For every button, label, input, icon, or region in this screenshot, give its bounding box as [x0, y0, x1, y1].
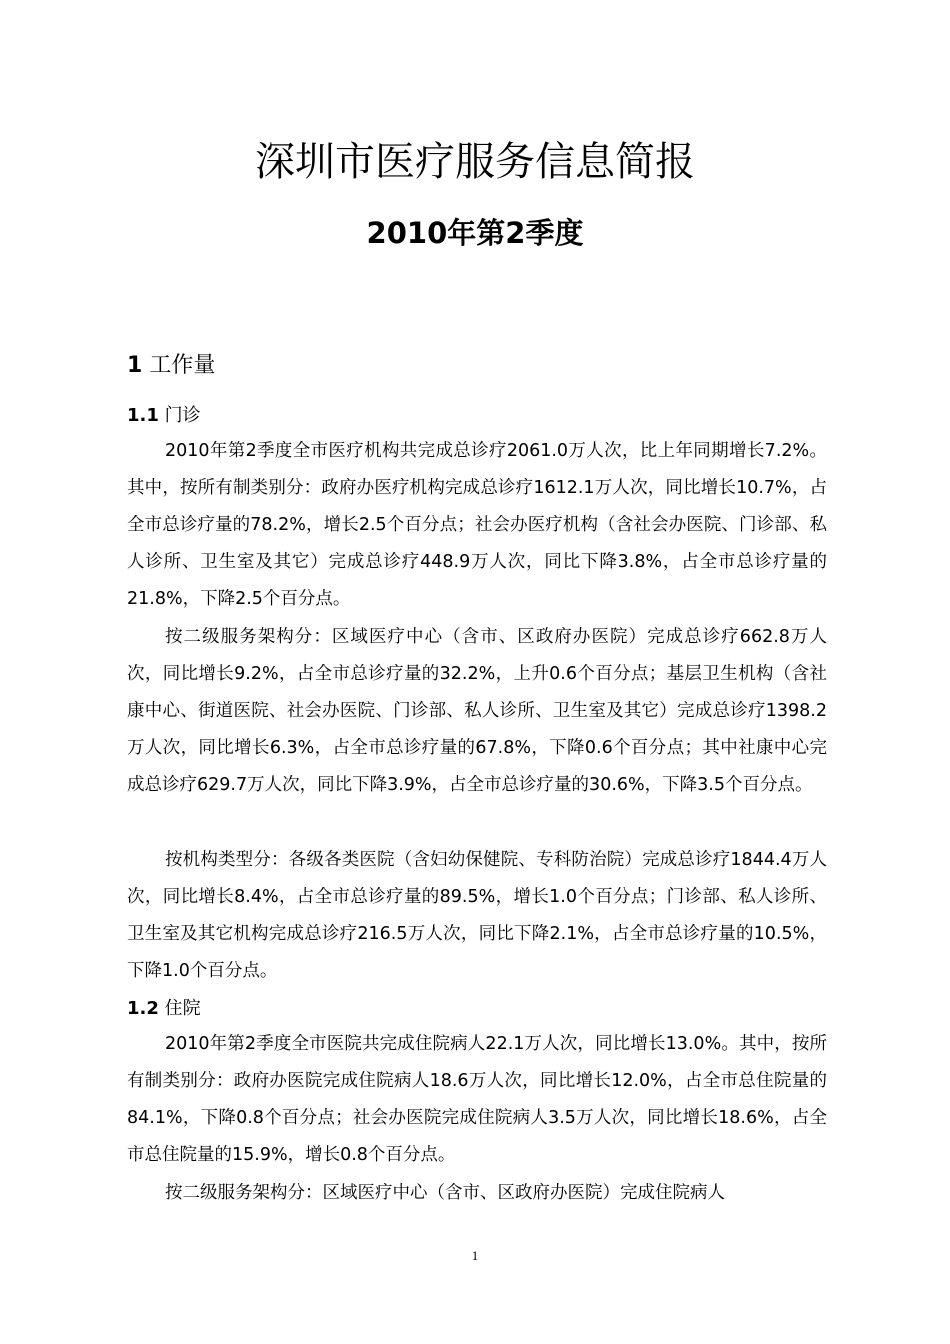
- paragraph-inpatient-ownership: 2010年第2季度全市医院共完成住院病人22.1万人次，同比增长13.0%。其中，按所有制类别分：政府办医院完成住院病人18.6万人次，同比增长12.0%，占全市总住院量的84.1%，下降0.8个百分点；社会办医院完成住院病人3.5万人次，同比增长18.6%，占全市总住院量的15.9%，增长0.8个百分点。: [127, 1034, 827, 1165]
- document-title: 深圳市医疗服务信息简报: [255, 139, 695, 185]
- paragraph-outpatient-type: 按机构类型分：各级各类医院（含妇幼保健院、专科防治院）完成总诊疗1844.4万人次，同比增长8.4%，占全市总诊疗量的89.5%，增长1.0个百分点；门诊部、私人诊所、卫生室及其它机构完成总诊疗216.5万人次，同比下降2.1%，占全市总诊疗量的10.5%，下降1.0个百分点。: [127, 850, 827, 981]
- subsection-title: 住院: [164, 998, 201, 1019]
- section-title: 工作量: [149, 353, 216, 378]
- subsection-number: 1.2: [127, 998, 159, 1019]
- page-number: 1: [471, 1248, 479, 1263]
- subsection-title: 门诊: [164, 405, 201, 426]
- section-number: 1: [127, 353, 143, 378]
- paragraph-outpatient-ownership: 2010年第2季度全市医疗机构共完成总诊疗2061.0万人次，比上年同期增长7.2%。其中，按所有制类别分：政府办医疗机构完成总诊疗1612.1万人次，同比增长10.7%，占全市总诊疗量的78.2%，增长2.5个百分点；社会办医疗机构（含社会办医院、门诊部、私人诊所、卫生室及其它）完成总诊疗448.9万人次，同比下降3.8%，占全市总诊疗量的21.8%，下降2.5个百分点。: [127, 441, 827, 609]
- subsection-heading-inpatient: [127, 996, 201, 1022]
- subsection-number: 1.1: [127, 405, 159, 426]
- document-subtitle: 2010年第2季度: [366, 216, 584, 250]
- section-heading-workload: [127, 350, 215, 382]
- paragraph-inpatient-tier: 按二级服务架构分：区域医疗中心（含市、区政府办医院）完成住院病人: [165, 1183, 725, 1203]
- subsection-heading-outpatient: [127, 403, 201, 429]
- paragraph-outpatient-tier: 按二级服务架构分：区域医疗中心（含市、区政府办医院）完成总诊疗662.8万人次，同比增长9.2%，占全市总诊疗量的32.2%，上升0.6个百分点；基层卫生机构（含社康中心、街道医院、社会办医院、门诊部、私人诊所、卫生室及其它）完成总诊疗1398.2万人次，同比增长6.3%，占全市总诊疗量的67.8%，下降0.6个百分点；其中社康中心完成总诊疗629.7万人次，同比下降3.9%，占全市总诊疗量的30.6%，下降3.5个百分点。: [127, 627, 827, 795]
